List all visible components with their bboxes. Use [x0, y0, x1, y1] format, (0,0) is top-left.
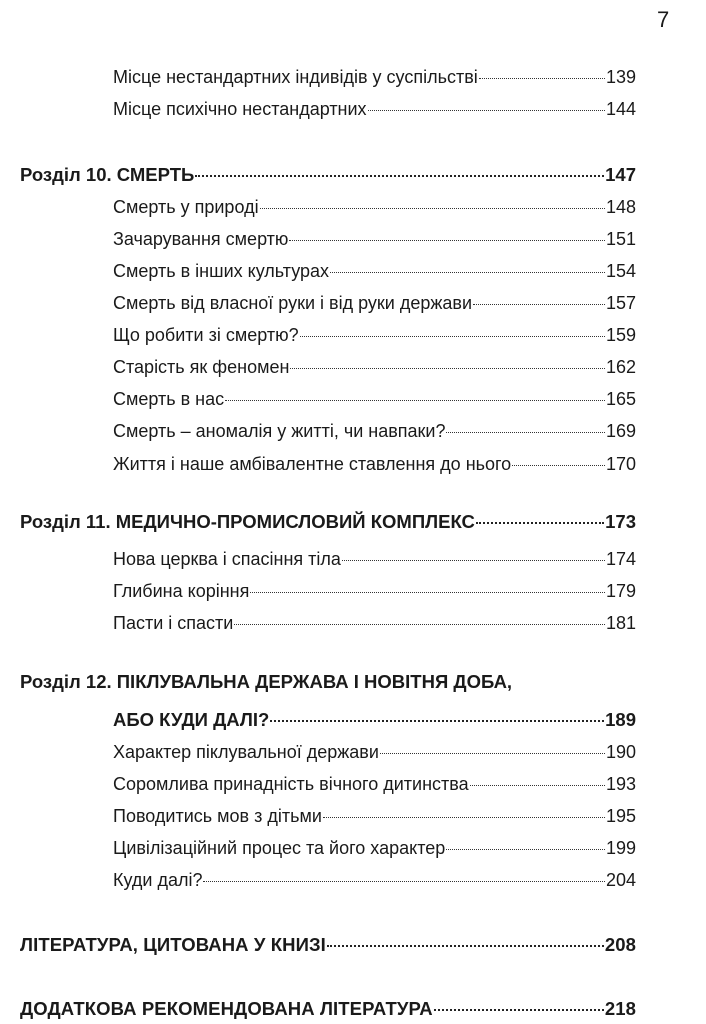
toc-entry-title: Куди далі?: [113, 870, 203, 890]
toc-entry-title: ЛІТЕРАТУРА, ЦИТОВАНА У КНИЗІ: [20, 934, 326, 955]
toc-entry-page: 162: [605, 357, 636, 377]
toc-entry[interactable]: [113, 191, 636, 217]
dot-leader: [368, 93, 605, 115]
toc-chapter-title: Розділ 12. ПІКЛУВАЛЬНА ДЕРЖАВА І НОВІТНЯ ДОБА,: [20, 671, 513, 692]
toc-entry-title: Смерть – аномалія у житті, чи навпаки?: [113, 421, 446, 441]
toc-entry-title: Старість як феномен: [113, 357, 290, 377]
toc-entry-title: Глибина коріння: [113, 581, 250, 601]
toc-entry-title: Місце психічно нестандартних: [113, 99, 367, 119]
toc-entry-title: Пасти і спасти: [113, 613, 234, 633]
toc-chapter-page: 147: [605, 164, 636, 185]
dot-leader: [473, 287, 605, 309]
toc-backmatter-recommended-literature[interactable]: [20, 993, 636, 1019]
toc-entry-page: 204: [605, 870, 636, 890]
toc-entry[interactable]: [113, 351, 636, 377]
toc-entry-title: Смерть в інших культурах: [113, 261, 330, 281]
toc-chapter-12-title-line2[interactable]: [113, 704, 636, 730]
dot-leader: [446, 832, 605, 854]
toc-entry-title: Смерть від власної руки і від руки держави: [113, 293, 473, 313]
dot-leader: [225, 383, 605, 405]
toc-entry[interactable]: [113, 800, 636, 826]
toc-entry-page: 157: [605, 293, 636, 313]
toc-chapter-title-continued: АБО КУДИ ДАЛІ?: [113, 709, 270, 730]
toc-chapter-11[interactable]: [20, 506, 636, 532]
dot-leader: [234, 607, 605, 629]
toc-entry[interactable]: [113, 832, 636, 858]
toc-entry-title: Цивілізаційний процес та його характер: [113, 838, 446, 858]
toc-entry-page: 190: [605, 742, 636, 762]
dot-leader: [289, 223, 605, 245]
toc-entry[interactable]: [113, 223, 636, 249]
dot-leader: [203, 864, 604, 886]
toc-entry[interactable]: [113, 864, 636, 890]
toc-entry[interactable]: [113, 383, 636, 409]
page-number: 7: [657, 7, 670, 32]
toc-entry[interactable]: [113, 736, 636, 762]
toc-entry-page: 154: [605, 261, 636, 281]
dot-leader: [195, 159, 604, 181]
dot-leader: [470, 768, 605, 790]
toc-entry-page: 174: [605, 549, 636, 569]
toc-entry[interactable]: [113, 287, 636, 313]
toc-entry[interactable]: [113, 319, 636, 345]
toc-entry[interactable]: [113, 768, 636, 794]
toc-entry-page: 181: [605, 613, 636, 633]
dot-leader: [479, 61, 605, 83]
toc-entry-page: 208: [604, 934, 636, 955]
toc-entry[interactable]: [113, 543, 636, 569]
dot-leader: [330, 255, 605, 277]
toc-entry-page: 148: [605, 197, 636, 217]
toc-entry-title: Характер піклувальної держави: [113, 742, 379, 762]
toc-entry[interactable]: [113, 255, 636, 281]
toc-entry-page: 144: [605, 99, 636, 119]
toc-entry-page: 179: [605, 581, 636, 601]
toc-entry-title: Нова церква і спасіння тіла: [113, 549, 341, 569]
dot-leader: [300, 319, 605, 341]
toc-entry[interactable]: [113, 448, 636, 474]
toc-backmatter-cited-literature[interactable]: [20, 929, 636, 955]
toc-entry-page: 199: [605, 838, 636, 858]
toc-entry-title: Зачарування смертю: [113, 229, 289, 249]
toc-entry-page: 218: [604, 998, 636, 1019]
toc-chapter-title: Розділ 10. СМЕРТЬ: [20, 164, 195, 185]
toc-chapter-page: 173: [605, 511, 636, 532]
toc-entry-page: 169: [605, 421, 636, 441]
toc-chapter-12-title-line1[interactable]: [20, 671, 636, 693]
dot-leader: [260, 191, 605, 213]
toc-entry-page: 139: [605, 67, 636, 87]
dot-leader: [342, 543, 605, 565]
toc-entry-page: 159: [605, 325, 636, 345]
toc-entry-title: Смерть у природі: [113, 197, 259, 217]
toc-entry-title: Що робити зі смертю?: [113, 325, 299, 345]
toc-entry[interactable]: [113, 607, 636, 633]
dot-leader: [476, 506, 604, 528]
toc-entry-title: Поводитись мов з дітьми: [113, 806, 322, 826]
toc-entry-title: Життя і наше амбівалентне ставлення до нього: [113, 454, 512, 474]
toc-entry-page: 151: [605, 229, 636, 249]
toc-entry[interactable]: [113, 415, 636, 441]
toc-entry-title: ДОДАТКОВА РЕКОМЕНДОВАНА ЛІТЕРАТУРА: [20, 998, 433, 1019]
toc-entry-page: 170: [605, 454, 636, 474]
dot-leader: [327, 929, 604, 951]
toc-entry-title: Місце нестандартних індивідів у суспільстві: [113, 67, 478, 87]
toc-entry-title: Смерть в нас: [113, 389, 225, 409]
dot-leader: [512, 448, 605, 470]
toc-entry-page: 193: [605, 774, 636, 794]
toc-entry[interactable]: [113, 93, 636, 119]
toc-entry[interactable]: [113, 575, 636, 601]
toc-chapter-page: 189: [605, 709, 636, 730]
dot-leader: [270, 704, 604, 726]
dot-leader: [446, 415, 604, 437]
dot-leader: [434, 993, 604, 1015]
toc-entry-page: 195: [605, 806, 636, 826]
toc-chapter-10[interactable]: [20, 159, 636, 185]
toc-entry[interactable]: [113, 61, 636, 87]
toc-entry-page: 165: [605, 389, 636, 409]
toc-entry-title: Соромлива принадність вічного дитинства: [113, 774, 469, 794]
dot-leader: [380, 736, 605, 758]
dot-leader: [323, 800, 605, 822]
toc-chapter-title: Розділ 11. МЕДИЧНО-ПРОМИСЛОВИЙ КОМПЛЕКС: [20, 511, 475, 532]
dot-leader: [290, 351, 605, 373]
dot-leader: [250, 575, 605, 597]
